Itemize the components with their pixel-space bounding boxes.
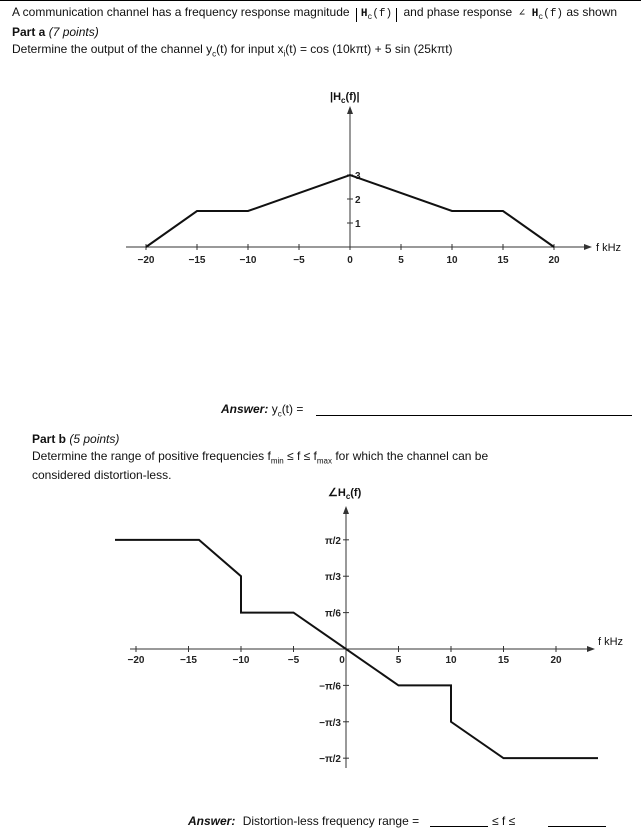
x-tick-label: 0 (347, 255, 353, 266)
x-axis-arrow-icon (587, 646, 595, 652)
part-a-heading (12, 25, 99, 39)
intro-text: A communication channel has a frequency response magnitude (12, 5, 350, 19)
x-tick-label: 0 (339, 655, 345, 666)
x-unit-label: f kHz (598, 636, 624, 648)
x-tick-label: 15 (497, 255, 509, 266)
part-b-heading (32, 432, 119, 446)
y-tick-label: π/2 (325, 535, 341, 547)
x-tick-label: 10 (445, 655, 457, 666)
part-b-title: Part b (32, 432, 67, 446)
phase-chart (0, 478, 641, 778)
x-tick-label: −15 (188, 255, 206, 266)
fmax-answer-field[interactable] (548, 826, 606, 827)
part-a-task: Determine the output of the channel $y_c(t)$ for input $x_i(t) = \cos (10k\pi t) + 5$ sin (25kπt) (12, 42, 453, 59)
x-tick-label: 20 (548, 255, 560, 266)
x-tick-label: −10 (232, 655, 250, 666)
chart-title: $\angle H_c(f)$ (328, 487, 362, 501)
top-border (0, 0, 641, 1)
y-tick-label: −π/3 (319, 717, 341, 729)
answer-label-a: Answer: (221, 402, 269, 416)
x-axis-arrow-icon (584, 244, 592, 250)
fmin-answer-field[interactable] (430, 826, 488, 827)
chart-title: $|H_c(f)|$ (330, 91, 360, 105)
y-axis-arrow-icon (343, 506, 349, 514)
x-tick-label: 10 (446, 255, 458, 266)
part-b-task-line2: considered distortion-less. (32, 468, 172, 482)
answer-a-field[interactable] (316, 415, 632, 416)
part-b-points: (5 points) (69, 432, 120, 446)
x-tick-label: −5 (287, 655, 300, 666)
intro-mid-text: and phase response (403, 5, 513, 19)
part-a-points: (7 points) (48, 25, 99, 39)
intro-post-text: as shown (566, 5, 618, 19)
answer-label-b: Answer: (188, 814, 236, 828)
part-a-title: Part a (12, 25, 46, 39)
magnitude-chart (0, 80, 641, 275)
problem-intro (12, 5, 617, 22)
phase-symbol: ∠ $H_c(f)$ (518, 8, 564, 23)
magnitude-symbol: $H_c(f)$ (356, 8, 397, 22)
y-tick-label: −π/2 (319, 754, 341, 766)
y-tick-label: 3 (355, 171, 361, 182)
x-tick-label: −5 (293, 255, 305, 266)
x-tick-label: 20 (550, 655, 562, 666)
y-tick-label: π/3 (325, 572, 341, 584)
x-tick-label: −20 (127, 655, 145, 666)
y-axis-arrow-icon (347, 106, 353, 114)
part-a-answer: Answer: $y_c(t)$ = (221, 402, 304, 419)
part-b-answer: Answer: Distortion-less frequency range = (188, 814, 420, 828)
x-tick-label: 5 (395, 655, 402, 666)
x-tick-label: −15 (180, 655, 197, 666)
y-tick-label: 1 (355, 219, 361, 230)
y-tick-label: −π/6 (319, 681, 341, 693)
x-tick-label: −20 (137, 255, 155, 266)
y-tick-label: 2 (355, 195, 361, 206)
answer-inequality: ≤ f ≤ (492, 814, 516, 828)
x-tick-label: 5 (398, 255, 404, 266)
x-tick-label: −10 (239, 255, 257, 266)
part-b-task-line1: Determine the range of positive frequencies $f_{min} \le f \le f_{max}$ for which the channel can be (32, 449, 489, 466)
x-tick-label: 15 (497, 655, 510, 666)
y-tick-label: π/6 (325, 608, 341, 620)
x-unit-label: f kHz (596, 242, 622, 254)
